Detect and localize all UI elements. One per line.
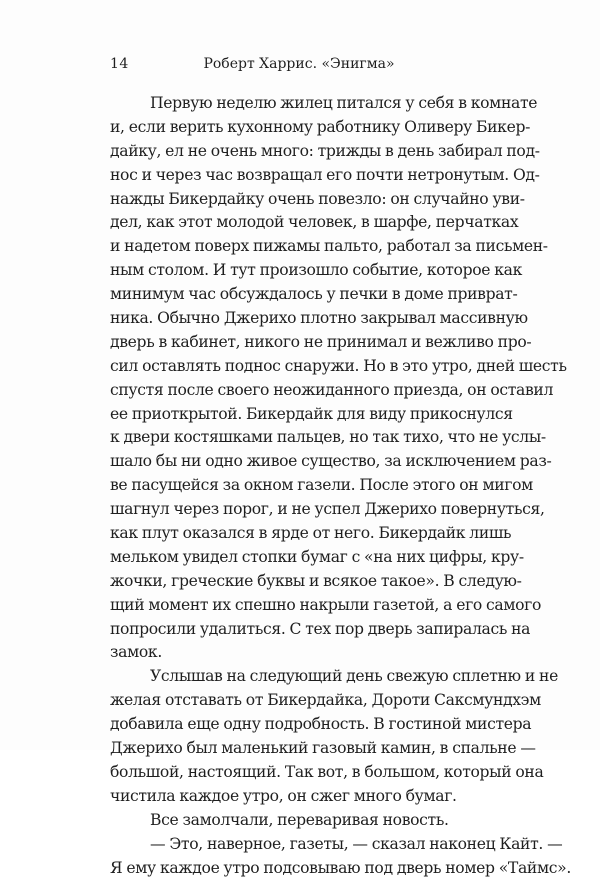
text-line: замок. <box>110 641 488 665</box>
text-line: дайку, ел не очень много: трижды в день забирал под- <box>110 140 488 164</box>
text-line: дверь в кабинет, никого не принимал и вежливо про- <box>110 331 488 355</box>
text-line: Услышав на следующий день свежую сплетню и не <box>110 665 488 689</box>
text-line: — Это, наверное, газеты, — сказал наконец Кайт. — <box>110 833 488 857</box>
text-line: ным столом. И тут произошло событие, которое как <box>110 259 488 283</box>
running-head-title: Роберт Харрис. «Энигма» <box>110 54 488 74</box>
text-line: желая отставать от Бикердайка, Дороти Саксмундхэм <box>110 689 488 713</box>
text-line: большой, настоящий. Так вот, в большом, который она <box>110 761 488 785</box>
text-line: шало бы ни одно живое существо, за исключением раз- <box>110 450 488 474</box>
text-line: щий момент их спешно накрыли газетой, а его самого <box>110 594 488 618</box>
page-number: 14 <box>110 54 129 74</box>
text-line: и, если верить кухонному работнику Оливеру Бикер- <box>110 116 488 140</box>
text-line: нос и через час возвращал его почти нетронутым. Од- <box>110 164 488 188</box>
text-line: минимум час обсуждалось у печки в доме приврат- <box>110 283 488 307</box>
text-line: к двери костяшками пальцев, но так тихо, что не услы- <box>110 426 488 450</box>
text-line: нажды Бикердайку очень повезло: он случайно уви- <box>110 188 488 212</box>
text-line: сил оставлять поднос снаружи. Но в это утро, дней шесть <box>110 355 488 379</box>
body-text <box>110 92 488 880</box>
text-line: ника. Обычно Джерихо плотно закрывал массивную <box>110 307 488 331</box>
running-head <box>110 54 488 74</box>
text-line: добавила еще одну подробность. В гостиной мистера <box>110 713 488 737</box>
text-line: спустя после своего неожиданного приезда, он оставил <box>110 379 488 403</box>
text-line: дел, как этот молодой человек, в шарфе, перчатках <box>110 211 488 235</box>
text-line: ее приоткрытой. Бикердайк для виду прикоснулся <box>110 403 488 427</box>
text-line: шагнул через порог, и не успел Джерихо повернуться, <box>110 498 488 522</box>
text-line: мельком увидел стопки бумаг с «на них цифры, кру- <box>110 546 488 570</box>
text-line: как плут оказался в ярде от него. Бикердайк лишь <box>110 522 488 546</box>
text-line: Первую неделю жилец питался у себя в комнате <box>110 92 488 116</box>
text-line: Джерихо был маленький газовый камин, в спальне — <box>110 737 488 761</box>
text-line: Я ему каждое утро подсовываю под дверь номер «Таймс». <box>110 857 488 880</box>
text-line: ве пасущейся за окном газели. После этого он мигом <box>110 474 488 498</box>
text-line: и надетом поверх пижамы пальто, работал за письмен- <box>110 235 488 259</box>
text-line: попросили удалиться. С тех пор дверь запиралась на <box>110 618 488 642</box>
text-line: Все замолчали, переваривая новость. <box>110 809 488 833</box>
text-line: жочки, греческие буквы и всякое такое». В следую- <box>110 570 488 594</box>
text-line: чистила каждое утро, он сжег много бумаг. <box>110 785 488 809</box>
